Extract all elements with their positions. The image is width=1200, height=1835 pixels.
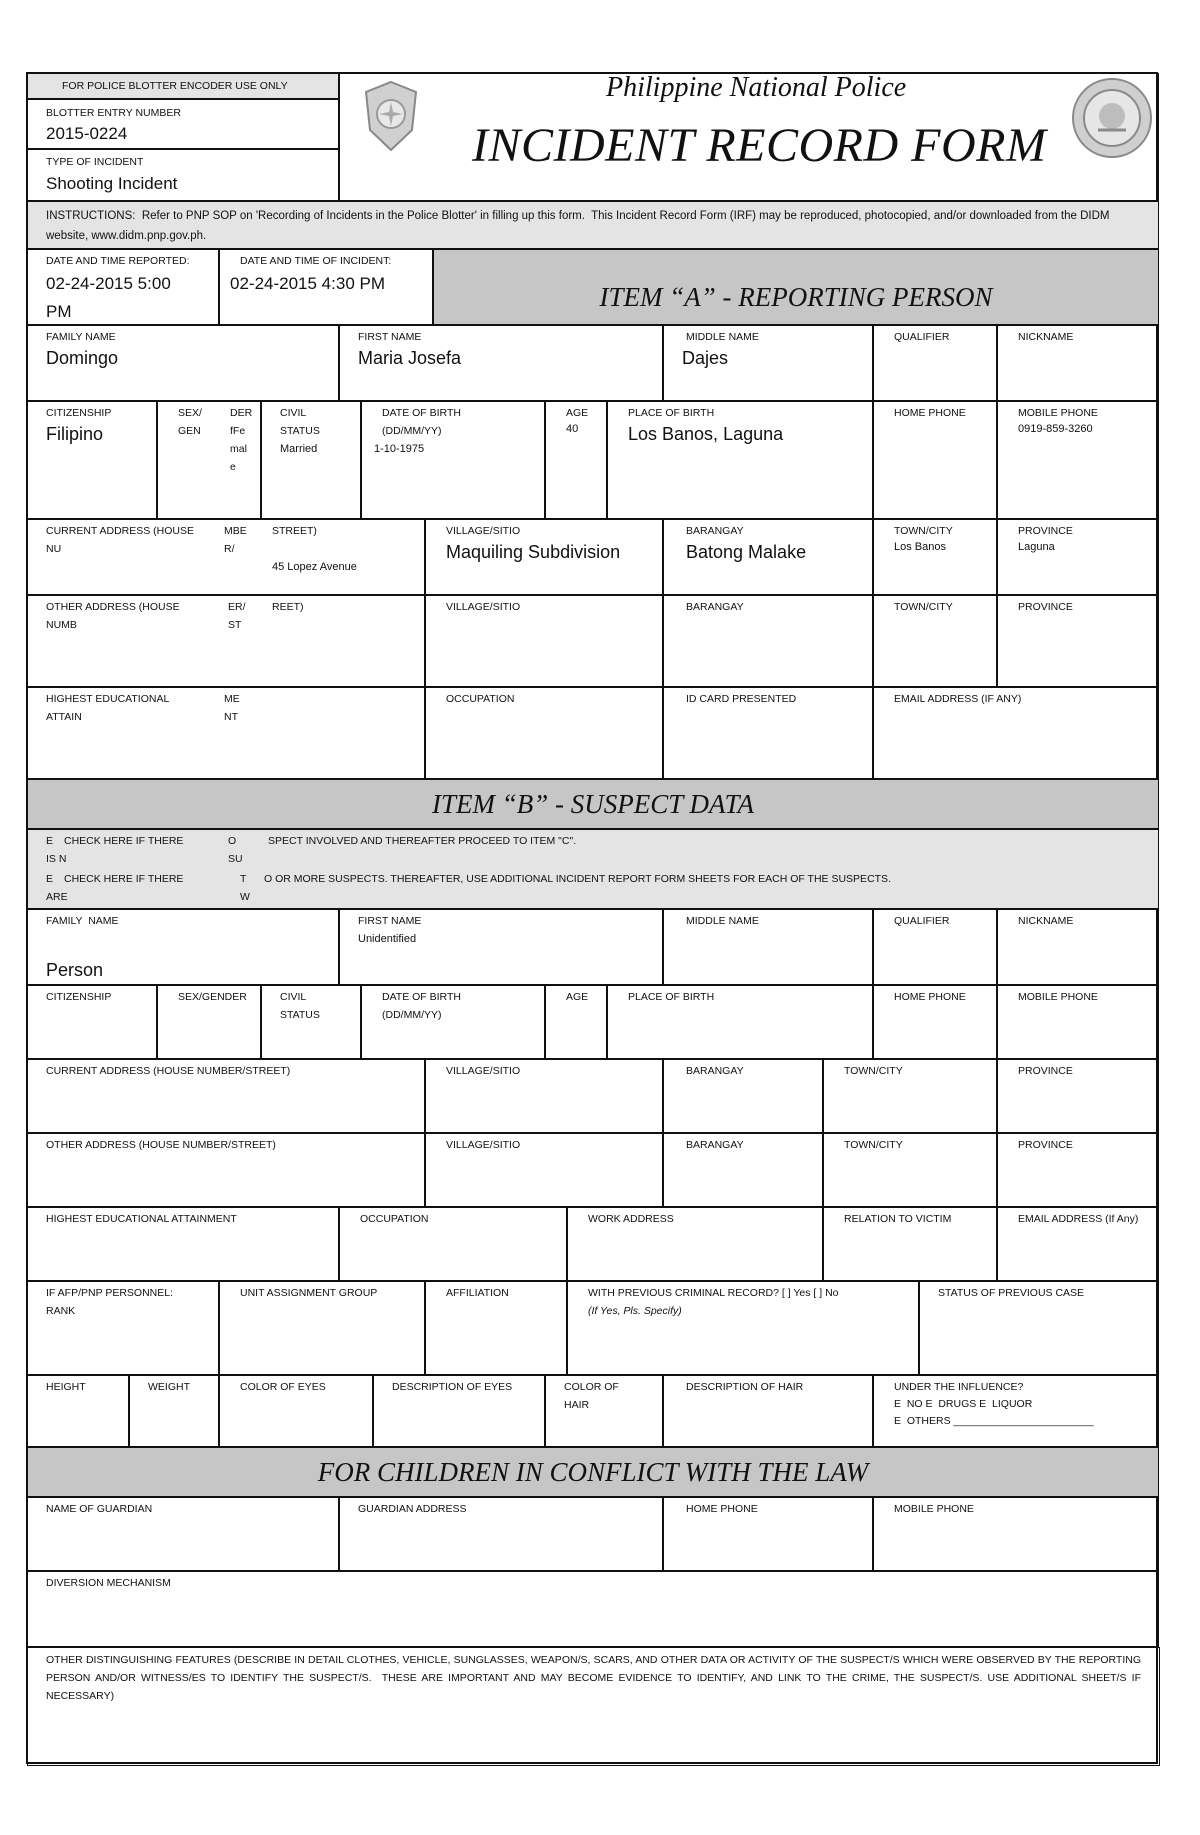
a-civil-status-label: CIVIL STATUS [280,407,320,437]
encoder-use-box [27,73,339,99]
a-mobile-value: 0919-859-3260 [1018,423,1093,435]
b-first-name-label: FIRST NAME [358,915,422,927]
date-reported-label: DATE AND TIME REPORTED: [46,255,190,267]
a-occupation-label: OCCUPATION [446,693,515,705]
a-email-label: EMAIL ADDRESS (IF ANY) [894,693,1022,705]
item-a-title: ITEM “A” - REPORTING PERSON [599,281,993,312]
b-age[interactable] [545,985,607,1059]
a-town[interactable] [873,519,997,595]
b-influence-others[interactable]: Ε OTHERS ________________________ [894,1415,1094,1427]
cicl-guardian-addr-label: GUARDIAN ADDRESS [358,1503,467,1515]
b-hair-color-label: COLOR OF HAIR [564,1381,619,1411]
check-multiple-suspects-box[interactable]: Ε [46,873,54,885]
a-other-province-label: PROVINCE [1018,601,1073,613]
b-affiliation-label: AFFILIATION [446,1287,509,1299]
pnp-seal-icon [1070,76,1154,160]
a-cur-addr-label-3: STREET) [272,525,317,537]
a-middle-name[interactable] [663,325,873,401]
b-other-town[interactable] [823,1133,997,1207]
b-town-label: TOWN/CITY [844,1065,903,1077]
b-influence-label: UNDER THE INFLUENCE? [894,1381,1024,1393]
suspect-check-box [27,829,1159,909]
cicl-features-label: OTHER DISTINGUISHING FEATURES (DESCRIBE IN DETAIL CLOTHES, VEHICLE, SUNGLASSES, WEAPON/S, SCARS, AND OTHER DATA OR ACTIVITY OF THE SUSPECT/S WHICH WERE OBSERVED BY THE REPORTING PERSON AND/OR WITNESS/ES TO IDENTIFY THE SUSPECT/S. THESE ARE IMPORTANT AND MAY BECOME EVIDENCE TO IDENTIFY, AND LINK TO THE CRIME, THE SUSPECT/S. USE ADDITIONAL SHEET/S IF NECESSARY) [46,1654,1144,1702]
a-edu-label: HIGHEST EDUCATIONAL ATTAIN [46,693,170,723]
incident-record-form [26,72,1158,1764]
a-first-name-label: FIRST NAME [358,331,422,343]
a-other-village[interactable] [425,595,663,687]
a-pob-value: Los Banos, Laguna [628,424,784,444]
a-sex[interactable] [157,401,261,519]
cicl-header [27,1447,1159,1497]
check-no-suspect-label-2: O SU [228,835,243,865]
a-town-value: Los Banos [894,541,946,553]
a-cur-addr-label: CURRENT ADDRESS (HOUSE NU [46,525,194,555]
a-village-label: VILLAGE/SITIO [446,525,521,537]
b-hair-desc-label: DESCRIPTION OF HAIR [686,1381,804,1393]
b-influence-options[interactable]: Ε NO Ε DRUGS Ε LIQUOR [894,1398,1033,1410]
b-first-name[interactable] [339,909,663,985]
b-weight[interactable] [129,1375,219,1447]
b-other-barangay[interactable] [663,1133,823,1207]
a-other-province[interactable] [997,595,1159,687]
cicl-diversion[interactable] [27,1571,1159,1647]
item-b-header [27,779,1159,829]
b-cur-addr-label: CURRENT ADDRESS (HOUSE NUMBER/STREET) [46,1065,291,1077]
b-pob-label: PLACE OF BIRTH [628,991,715,1003]
b-work-address[interactable] [567,1207,823,1281]
cicl-mobile-label: MOBILE PHONE [894,1503,974,1515]
a-dob-value: 1-10-1975 [374,443,425,455]
b-other-village-label: VILLAGE/SITIO [446,1139,521,1151]
b-family-name[interactable] [27,909,339,985]
check-multiple-suspects-label: CHECK HERE IF THERE ARE [46,873,184,903]
b-criminal-label: WITH PREVIOUS CRIMINAL RECORD? [ ] Yes [ ] No [588,1287,839,1299]
b-relation-label: RELATION TO VICTIM [844,1213,952,1225]
b-work-label: WORK ADDRESS [588,1213,674,1225]
a-nickname-label: NICKNAME [1018,331,1074,343]
item-b-title: ITEM “B” - SUSPECT DATA [431,788,755,819]
a-other-address[interactable] [27,595,425,687]
b-qualifier[interactable] [873,909,997,985]
a-family-name-value: Domingo [46,348,119,368]
b-other-village[interactable] [425,1133,663,1207]
b-mobile-label: MOBILE PHONE [1018,991,1098,1003]
a-province-label: PROVINCE [1018,525,1073,537]
a-dob-label: DATE OF BIRTH (DD/MM/YY) [382,407,461,437]
b-town[interactable] [823,1059,997,1133]
b-email-label: EMAIL ADDRESS (If Any) [1018,1213,1139,1225]
blotter-entry-value: 2015-0224 [46,124,128,143]
a-other-town-label: TOWN/CITY [894,601,953,613]
date-incident-label: DATE AND TIME OF INCIDENT: [240,255,392,267]
b-civil-status[interactable] [261,985,361,1059]
a-id-card[interactable] [663,687,873,779]
a-family-name[interactable] [27,325,339,401]
a-age[interactable] [545,401,607,519]
b-height-label: HEIGHT [46,1381,86,1393]
b-village-label: VILLAGE/SITIO [446,1065,521,1077]
form-title: INCIDENT RECORD FORM [472,119,1047,172]
a-current-address[interactable] [27,519,425,595]
a-barangay[interactable] [663,519,873,595]
check-no-suspect-box[interactable]: Ε [46,835,54,847]
a-oth-addr-label-3: REET) [272,601,304,613]
a-other-village-label: VILLAGE/SITIO [446,601,521,613]
b-current-address[interactable] [27,1059,425,1133]
b-middle-name[interactable] [663,909,873,985]
b-other-address[interactable] [27,1133,425,1207]
b-sex-label: SEX/GENDER [178,991,247,1003]
a-village[interactable] [425,519,663,595]
a-sex-label: SEX/ GEN [178,407,202,437]
cicl-guardian-name[interactable] [27,1497,339,1571]
a-cur-addr-value: 45 Lopez Avenue [272,561,357,573]
b-unit-label: UNIT ASSIGNMENT GROUP [240,1287,378,1299]
b-eye-description[interactable] [373,1375,545,1447]
b-nickname-label: NICKNAME [1018,915,1074,927]
a-middle-name-label: MIDDLE NAME [686,331,759,343]
b-province[interactable] [997,1059,1159,1133]
a-other-town[interactable] [873,595,997,687]
encoder-use-label: FOR POLICE BLOTTER ENCODER USE ONLY [62,80,288,92]
a-oth-addr-label: OTHER ADDRESS (HOUSE NUMB [46,601,180,631]
b-first-name-value: Unidentified [358,933,417,945]
instructions-box [27,201,1159,249]
cicl-home-phone[interactable] [663,1497,873,1571]
b-barangay[interactable] [663,1059,823,1133]
a-qualifier[interactable] [873,325,997,401]
b-mobile-phone[interactable] [997,985,1159,1059]
b-civil-status-label: CIVIL STATUS [280,991,320,1021]
a-age-value: 40 [566,423,579,435]
agency-name: Philippine National Police [606,73,907,103]
a-citizenship-value: Filipino [46,424,104,444]
b-place-of-birth[interactable] [607,985,873,1059]
a-education[interactable] [27,687,425,779]
cicl-diversion-label: DIVERSION MECHANISM [46,1577,171,1589]
b-home-phone-label: HOME PHONE [894,991,966,1003]
b-weight-label: WEIGHT [148,1381,190,1393]
a-citizenship[interactable] [27,401,157,519]
type-of-incident-box[interactable] [27,149,339,201]
b-edu-label: HIGHEST EDUCATIONAL ATTAINMENT [46,1213,237,1225]
a-barangay-label: BARANGAY [686,525,744,537]
a-barangay-value: Batong Malake [686,542,807,562]
a-family-name-label: FAMILY NAME [46,331,116,343]
a-first-name-value: Maria Josefa [358,348,462,368]
b-citizenship-label: CITIZENSHIP [46,991,112,1003]
b-afp-label: IF AFP/PNP PERSONNEL: RANK [46,1287,174,1317]
b-status-previous-case[interactable] [919,1281,1159,1375]
a-town-label: TOWN/CITY [894,525,953,537]
b-nickname[interactable] [997,909,1159,985]
b-relation[interactable] [823,1207,997,1281]
a-place-of-birth[interactable] [607,401,873,519]
b-qualifier-label: QUALIFIER [894,915,950,927]
date-incident-value: 02-24-2015 4:30 PM [230,274,385,293]
a-home-phone[interactable] [873,401,997,519]
b-criminal-sub: (If Yes, Pls. Specify) [588,1305,682,1317]
check-multiple-suspects-label-2: T W [240,873,250,903]
b-age-label: AGE [566,991,589,1003]
date-reported-value: 02-24-2015 5:00 PM [46,274,171,321]
b-eye-color-label: COLOR OF EYES [240,1381,326,1393]
b-province-label: PROVINCE [1018,1065,1073,1077]
b-middle-name-label: MIDDLE NAME [686,915,759,927]
a-email[interactable] [873,687,1159,779]
a-age-label: AGE [566,407,589,419]
check-no-suspect-label-3: SPECT INVOLVED AND THEREAFTER PROCEED TO ITEM "C". [268,835,577,847]
check-multiple-suspects-label-3: O OR MORE SUSPECTS. THEREAFTER, USE ADDITIONAL INCIDENT REPORT FORM SHEETS FOR EACH OF THE SUSPECTS. [264,873,891,885]
a-pob-label: PLACE OF BIRTH [628,407,715,419]
a-first-name[interactable] [339,325,663,401]
b-citizenship[interactable] [27,985,157,1059]
a-occupation[interactable] [425,687,663,779]
a-home-phone-label: HOME PHONE [894,407,966,419]
a-other-barangay[interactable] [663,595,873,687]
b-email[interactable] [997,1207,1159,1281]
b-dob[interactable] [361,985,545,1059]
b-education[interactable] [27,1207,339,1281]
b-oth-addr-label: OTHER ADDRESS (HOUSE NUMBER/STREET) [46,1139,276,1151]
b-family-name-label: FAMILY NAME [46,915,119,927]
cicl-title: FOR CHILDREN IN CONFLICT WITH THE LAW [317,1456,869,1487]
b-occupation[interactable] [339,1207,567,1281]
a-civil-status-value: Married [280,443,318,455]
a-middle-name-value: Dajes [682,348,729,368]
b-dob-label: DATE OF BIRTH (DD/MM/YY) [382,991,461,1021]
b-eye-color[interactable] [219,1375,373,1447]
b-other-province[interactable] [997,1133,1159,1207]
header-title-box [339,73,1159,201]
item-a-header [433,249,1159,325]
type-of-incident-value: Shooting Incident [46,174,178,193]
b-occupation-label: OCCUPATION [360,1213,429,1225]
b-afp-rank[interactable] [27,1281,219,1375]
b-other-town-label: TOWN/CITY [844,1139,903,1151]
a-civil-status[interactable] [261,401,361,519]
cicl-distinguishing-features[interactable] [27,1647,1160,1766]
a-cur-addr-label-2: MBE R/ [224,525,247,555]
cicl-home-phone-label: HOME PHONE [686,1503,758,1515]
a-sex-label-2: DER fFe mal e [230,407,253,473]
b-under-influence[interactable] [873,1375,1159,1447]
a-province-value: Laguna [1018,541,1055,553]
b-barangay-label: BARANGAY [686,1065,744,1077]
b-family-name-value: Person [46,960,104,980]
b-village[interactable] [425,1059,663,1133]
instructions-text: INSTRUCTIONS: Refer to PNP SOP on 'Recording of Incidents in the Police Blotter' in filling up this form. This Incident Record Form (IRF) may be reproduced, photocopied, and/or downloaded from the DIDM website, www.didm.pnp.gov.ph. [46,210,1113,242]
blotter-entry-label: BLOTTER ENTRY NUMBER [46,107,181,119]
cicl-mobile-phone[interactable] [873,1497,1159,1571]
b-other-province-label: PROVINCE [1018,1139,1073,1151]
b-hair-color[interactable] [545,1375,663,1447]
date-incident-box[interactable] [219,249,433,325]
a-province[interactable] [997,519,1159,595]
b-home-phone[interactable] [873,985,997,1059]
check-no-suspect-label: CHECK HERE IF THERE IS N [46,835,184,865]
a-dob[interactable] [361,401,545,519]
a-mobile-phone[interactable] [997,401,1159,519]
a-citizenship-label: CITIZENSHIP [46,407,112,419]
a-mobile-label: MOBILE PHONE [1018,407,1098,419]
type-of-incident-label: TYPE OF INCIDENT [46,156,144,168]
blotter-entry-box[interactable] [27,99,339,149]
b-affiliation[interactable] [425,1281,567,1375]
b-sex[interactable] [157,985,261,1059]
a-qualifier-label: QUALIFIER [894,331,950,343]
b-eye-desc-label: DESCRIPTION OF EYES [392,1381,513,1393]
a-nickname[interactable] [997,325,1159,401]
date-reported-box[interactable] [27,249,219,325]
a-edu-label-2: ME NT [224,693,240,723]
a-idcard-label: ID CARD PRESENTED [686,693,797,705]
b-unit-assignment[interactable] [219,1281,425,1375]
a-village-value: Maquiling Subdivision [446,542,621,562]
b-criminal-record[interactable] [567,1281,919,1375]
cicl-guardian-address[interactable] [339,1497,663,1571]
pnp-badge-icon [362,80,420,152]
b-hair-description[interactable] [663,1375,873,1447]
cicl-guardian-label: NAME OF GUARDIAN [46,1503,153,1515]
b-other-barangay-label: BARANGAY [686,1139,744,1151]
a-oth-addr-label-2: ER/ ST [228,601,246,631]
b-height[interactable] [27,1375,129,1447]
a-other-barangay-label: BARANGAY [686,601,744,613]
b-status-label: STATUS OF PREVIOUS CASE [938,1287,1085,1299]
